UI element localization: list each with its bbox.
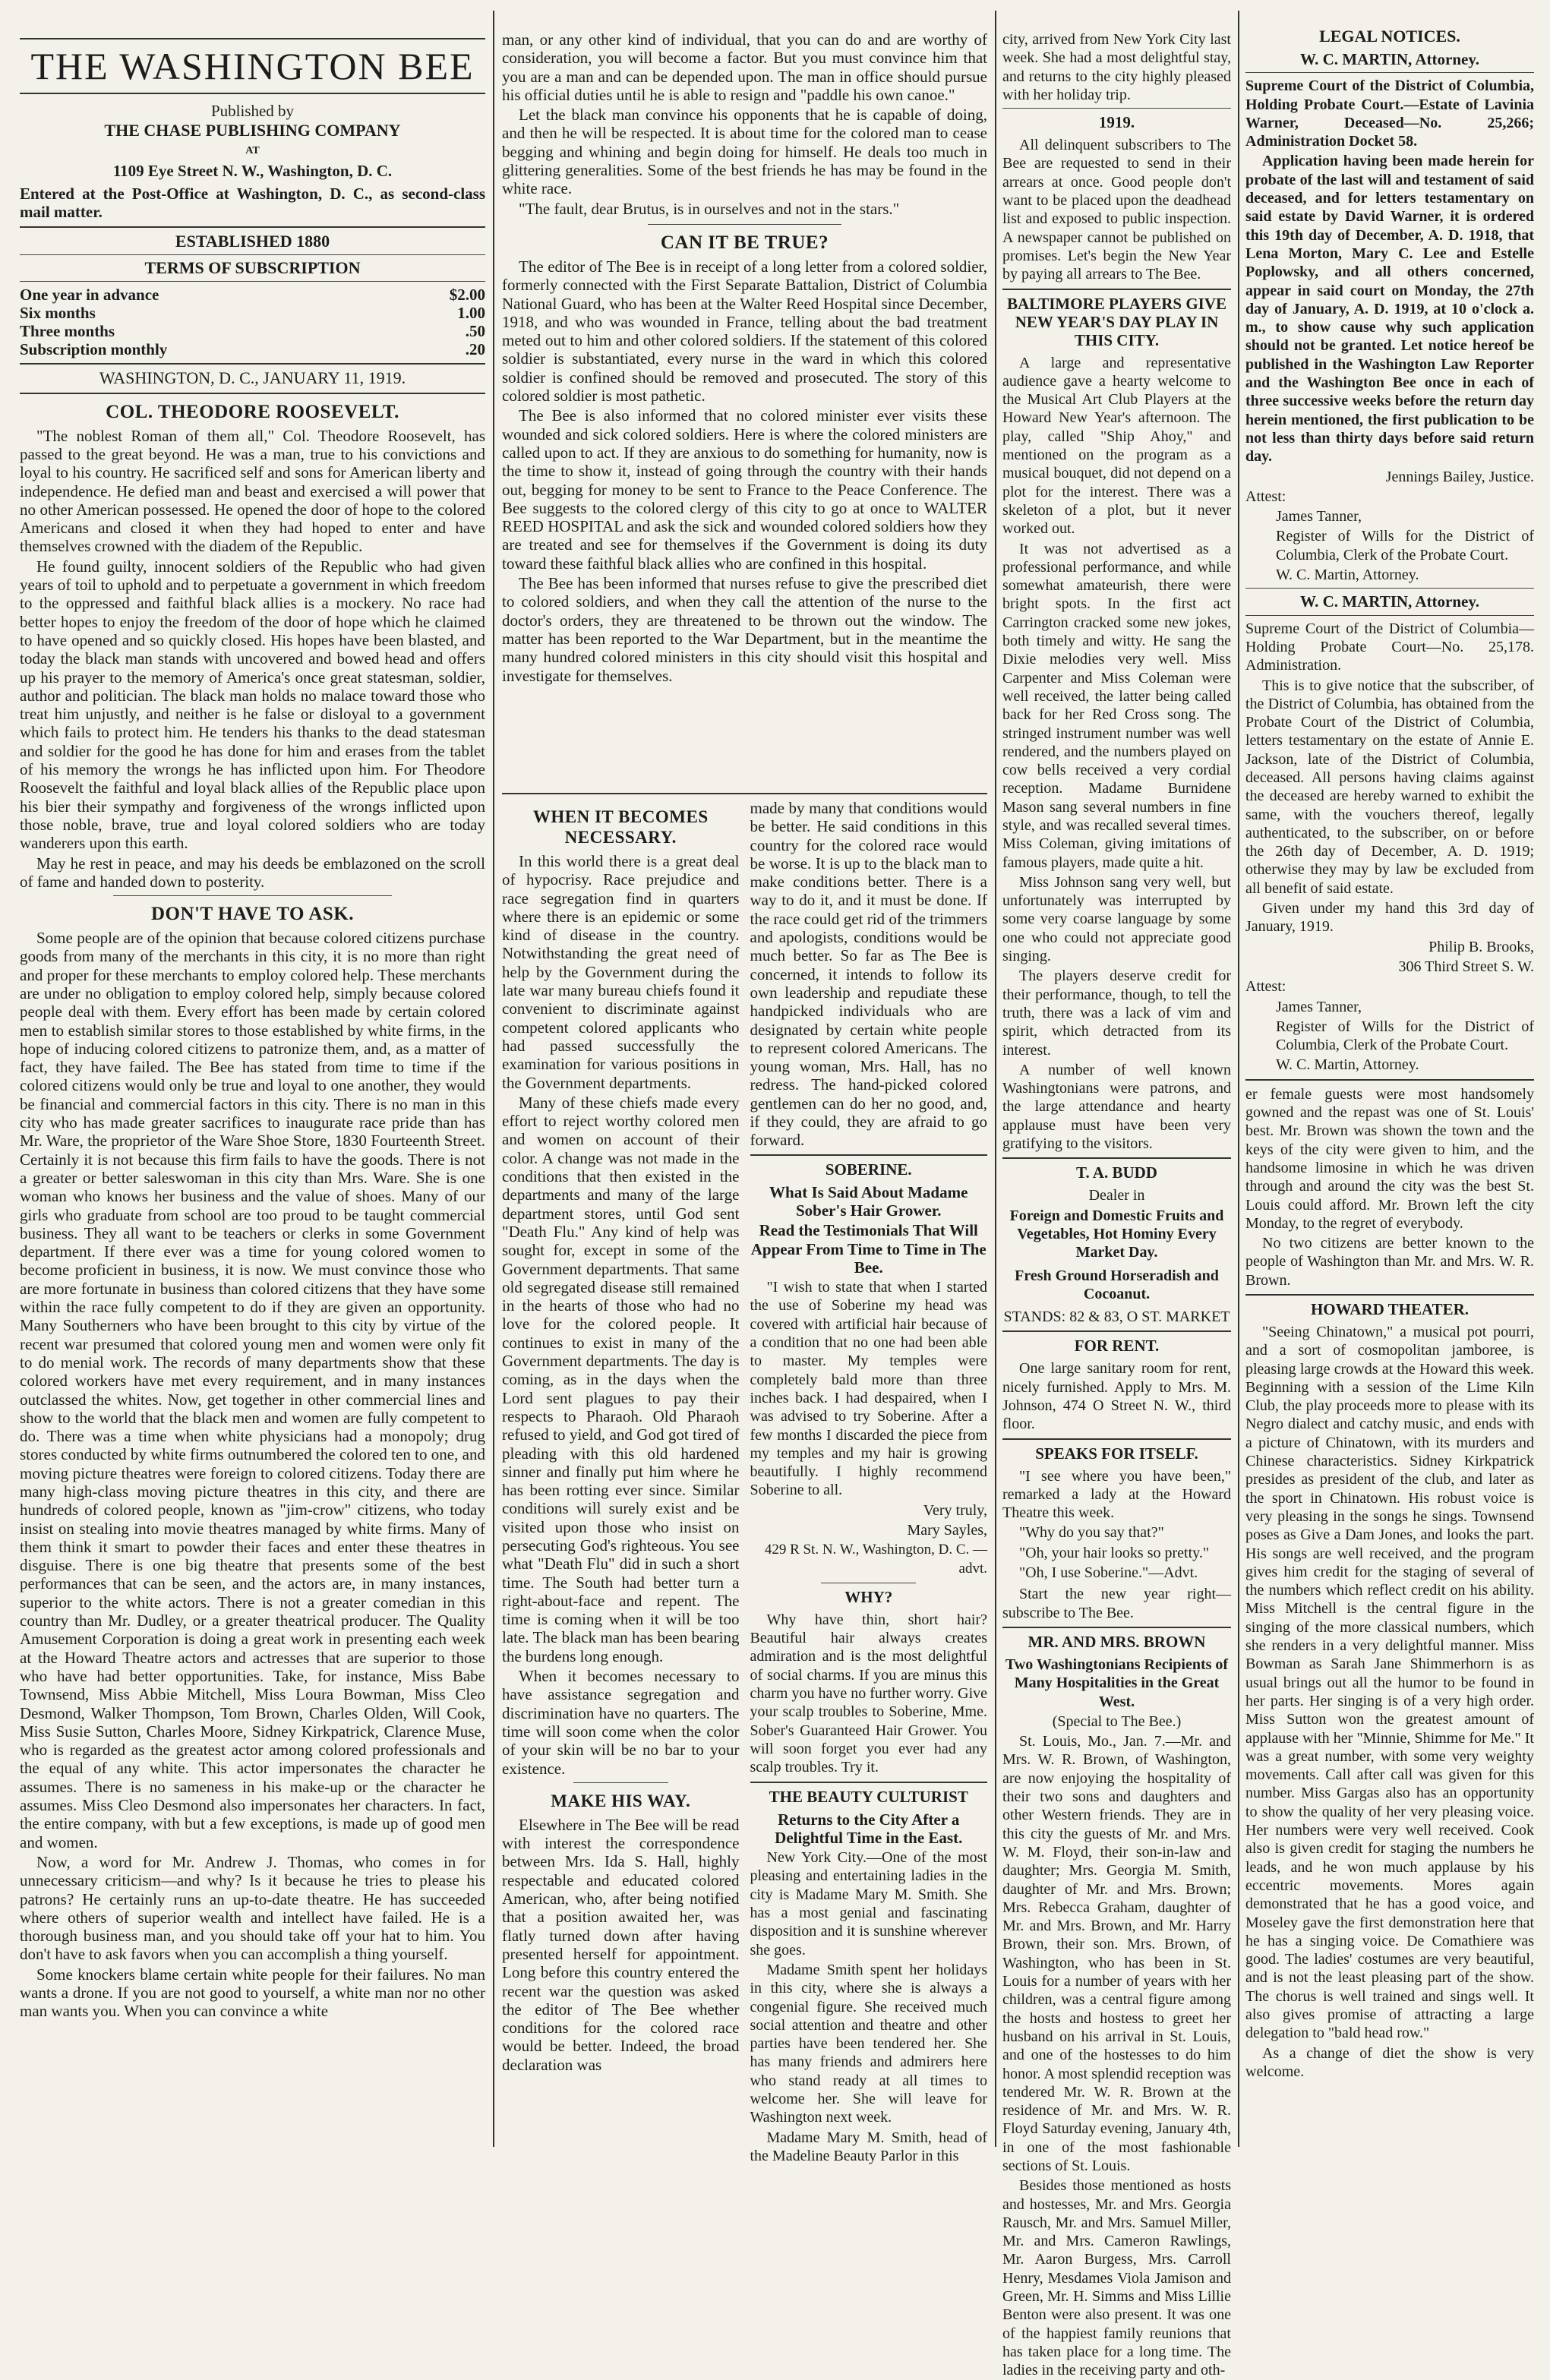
- terms-row: Subscription monthly .20: [20, 340, 485, 359]
- rule: [1245, 1294, 1534, 1296]
- column-1: [20, 0, 485, 2154]
- howard-headline: HOWARD THEATER.: [1310, 1300, 1470, 1318]
- continued-paragraph: man, or any other kind of individual, that you can do and are worthy of consideration, you will become a factor. But you must convince him that you are a man and can be depended upon. The man in office should pursue his official duties until he is able to resign and "paddle his own canoe.": [502, 30, 987, 104]
- beauty-paragraph: Madame Smith spent her holidays in this city, where she is always a congenial figure. She received much social attention and theatre and other parties have been tendered her. She has many friends and admirers here who stand ready at all times to welcome her. She will leave for Washington next week.: [750, 1961, 987, 2126]
- column-rule: [995, 11, 996, 2147]
- dont-ask-paragraph: Now, a word for Mr. Andrew J. Thomas, who comes in for unnecessary criticism—and why? Is it because he tries to please his patrons? He certainly runs an up-to-date theatre. He has succeeded where others of superior wealth and intellect have failed. He is a thorough business man, and you should take off your hat to him. You don't have to ask favors when you can accomplish a thing yourself.: [20, 1852, 485, 1964]
- publisher-at: AT: [245, 144, 260, 156]
- rule: [1002, 1330, 1231, 1332]
- column-rule: [493, 11, 494, 2147]
- can-it-be-true-headline: CAN IT BE TRUE?: [660, 232, 829, 253]
- rule: [1002, 289, 1231, 290]
- continued-paragraph: er female guests were most handsomely gowned and the repast was one of St. Louis' best. Mr. Brown was shown the town and the keys of the city were given to him, and the handsome limosine in which he was driven through and around the city was the best St. Louis could afford. Mr. Brown left the city Monday, to the regret of everybody.: [1245, 1085, 1534, 1232]
- can-it-be-true-paragraph: The Bee is also informed that no colored minister ever visits these wounded and sick colored soldiers. Here is where the colored ministers are called upon to act. If they are anxious to do something for humanity, now is the time to show it, instead of going through the country with their hands out, begging for money to be sent to France to the Peace Conference. The Bee suggests to the colored clergy of this city to go at once to WALTER REED HOSPITAL and ask the sick and wounded colored soldiers how they are treated and see for themselves if the Government is doing its duty toward these faithful black allies who are confined in this hospital.: [502, 406, 987, 573]
- terms-row: One year in advance $2.00: [20, 286, 485, 305]
- make-his-way-headline: MAKE HIS WAY.: [551, 1791, 691, 1810]
- dont-ask-paragraph: Some people are of the opinion that because colored citizens purchase goods from many of the merchants in this city, it is no more than right and proper for these merchants to employ colored help. These merchants are under no obligation to employ colored help, simply because colored people deal with them. Every effort has been made by certain colored men to establish similar stores to those established by white firms, in the hope of inducing colored citizens to patronize them, and, as a matter of fact, they have failed. The Bee has stated from time to time if the colored citizens would only be true and loyal to one another, they would be financial and commercial factors in this city. There is no man in this city who has made greater sacrifices to inaugurate race pride than has Mr. Ware, the proprietor of the Ware Shoe Store, 1830 Fourteenth Street. Certainly it is not because this firm fails to have the goods. There is not a greater or better saleswoman in this city than Mrs. Ware. She is one woman who knows her business and the value of shoes. Many of our girls who graduate from school are too proud to be taught commercial business. They all want to be teachers or clerks in some Government department. If there ever was a time for young colored women to become proficient in business, it is now. We must convince those who are more fortunate in business than colored citizens that they have some within the race fully competent to do if they are given an opportunity. Many Southerners who have been brought to this city by virtue of the recent war presumed that colored young men and women were only fit to do menial work. The records of many departments show that these colored workers have met every requirement, and in many instances outclassed the whites. Now, get together in other commercial lines and show to the world that the black men and women are fully competent to do. There was a time when white physicians had a monopoly; drug stores conducted by white firms outnumbered the colored ten to one, and moving picture theatres were foreign to colored citizens. Today there are many high-class moving picture theatres in this city, and there are hundreds of colored people, known as "jim-crow" citizens, who today insist on stealing into movie theatres managed by white firms. Many of them think it smart to powder their faces and enter these theatres in disguise. There is one big theatre that presents some of the best performances that can be seen, and the actors are, in many instances, superior to the white actors. There is not a greater comedian in this country than Mr. Dudley, or a greater theatrical producer. The Quality Amusement Corporation is doing a great work in presenting each week at the Howard Theatre actors and actresses that are superior to those who have had better opportunities. Take, for instance, Miss Babe Townsend, Miss Abbie Mitchell, Miss Loura Bowman, Miss Cleo Desmond, Walker Thompson, Tom Brown, Charles Olden, Will Cook, Miss Susie Sutton, Charles Moore, Sidney Kirkpatrick, Clarence Muse, who is regarded as the greatest actor among colored professionals and the equal of any white. This actor impersonates the character he assumes. There is no sameness in his make-up or the character he assumes. Miss Cleo Desmond also impersonates her characters. In fact, the entire company, with but a few exceptions, is made up of good men and women.: [20, 929, 485, 1851]
- rule: [20, 226, 485, 228]
- beauty-subtitle: Returns to the City After a Delightful Time in the East.: [775, 1810, 963, 1847]
- speaks-paragraph: "I see where you have been," remarked a lady at the Howard Theatre this week.: [1002, 1467, 1231, 1522]
- legal-headline: LEGAL NOTICES.: [1319, 27, 1460, 46]
- baltimore-headline: BALTIMORE PLAYERS GIVE NEW YEAR'S DAY PLAY IN THIS CITY.: [1006, 294, 1227, 349]
- when-necessary-paragraph: In this world there is a great deal of hypocrisy. Race prejudice and race segregation find in quarters where there is an epidemic or some kind of disease in the country. Notwithstanding the great need of help by the Government during the late war many bureau chiefs found it convenient to discriminate against competent colored applicants who had passed successfully the examination for various positions in the Government departments.: [502, 852, 740, 1092]
- rule: [648, 224, 842, 225]
- legal-register-title: Register of Wills for the District of Columbia, Clerk of the Probate Court.: [1276, 528, 1534, 563]
- rule: [750, 1154, 988, 1156]
- beauty-headline: THE BEAUTY CULTURIST: [769, 1787, 968, 1806]
- rule: [1245, 1079, 1534, 1081]
- continued-paragraph: No two citizens are better known to the people of Washington than Mr. and Mrs. W. R. Brown.: [1245, 1235, 1534, 1289]
- column-2-upper: [502, 30, 987, 790]
- continued-paragraph: Let the black man convince his opponents that he is capable of doing, and then he will be respected. It is about time for the colored man to cease begging and whining and begin doing for himself. He deals too much in glittering generalities. Some of the best friends he has may be found in the white race.: [502, 106, 987, 198]
- for-rent-headline: FOR RENT.: [1074, 1337, 1160, 1356]
- column-2-lower: [502, 793, 987, 2164]
- baltimore-paragraph: The players deserve credit for their performance, though, to tell the truth, there was a lack of vim and spirit, which detracted from its interest.: [1002, 967, 1231, 1059]
- legal-register: James Tanner,: [1276, 998, 1362, 1015]
- beauty-paragraph: Madame Mary M. Smith, head of the Madeline Beauty Parlor in this: [750, 2129, 987, 2164]
- 1919-headline: 1919.: [1098, 113, 1135, 132]
- legal-attorney-signature: W. C. Martin, Attorney.: [1276, 567, 1419, 584]
- legal-address: 306 Third Street S. W.: [1398, 958, 1534, 975]
- browns-paragraph: Besides those mentioned as hosts and hostesses, Mr. and Mrs. Georgia Rausch, Mr. and Mrs. Samuel Miller, Mr. and Mrs. Cameron Rawlings, Mr. Aaron Burgess, Mrs. Carroll Henry, Mesdames Viola Jamison and Green, Mr. H. Simms and Miss Lillie Benton were also present. It was one of the happiest family reunions that has taken place for a long time. The ladies in the receiving party and oth-: [1002, 2177, 1231, 2379]
- publisher-address: 1109 Eye Street N. W., Washington, D. C.: [112, 161, 393, 180]
- budd-name: T. A. BUDD: [1076, 1163, 1157, 1182]
- budd-goods: Foreign and Domestic Fruits and Vegetables, Hot Hominy Every Market Day.: [1009, 1207, 1224, 1261]
- masthead-rule: [20, 93, 485, 94]
- rule: [113, 895, 393, 896]
- dateline: WASHINGTON, D. C., JANUARY 11, 1919.: [99, 368, 406, 388]
- column-rule: [1238, 11, 1239, 2147]
- baltimore-paragraph: It was not advertised as a professional performance, and while somewhat amateurish, there were bright spots. In the first act Carrington cracked some new jokes, both timely and witty. He sang the Dixie melodies very well. Miss Carpenter and Miss Coleman were well received, the latter being called back for her Red Cross song. The stringed instrument number was well rendered, and the numbers played on cow bells received a very cordial reception. Madame Burnidene Mason sang several numbers in fine style, and was recalled several times. Miss Coleman, giving imitations of famous players, made quite a hit.: [1002, 540, 1231, 871]
- speaks-paragraph: "Why do you say that?": [1019, 1524, 1164, 1542]
- roosevelt-headline: COL. THEODORE ROOSEVELT.: [106, 401, 399, 422]
- soberine-subtitle: What Is Said About Madame Sober's Hair Grower.: [769, 1182, 968, 1220]
- budd-stands: STANDS: 82 & 83, O ST. MARKET: [1003, 1308, 1230, 1326]
- browns-subtitle: Two Washingtonians Recipients of Many Hospitalities in the Great West.: [1005, 1656, 1229, 1710]
- terms-row: Six months 1.00: [20, 304, 485, 323]
- masthead-rule: [20, 38, 485, 39]
- dont-ask-headline: DON'T HAVE TO ASK.: [151, 904, 354, 925]
- speaks-headline: SPEAKS FOR ITSELF.: [1035, 1444, 1198, 1463]
- legal-court: Supreme Court of the District of Columbia, Holding Probate Court.—Estate of Lavinia Warner, Deceased—No. 25,266; Administration Docket 58.: [1245, 77, 1534, 150]
- speaks-paragraph: Start the new year right—subscribe to The Bee.: [1002, 1586, 1231, 1621]
- budd-dealer: Dealer in: [1088, 1187, 1145, 1204]
- when-necessary-headline: WHEN IT BECOMES NECESSARY.: [532, 807, 709, 847]
- legal-attorney-signature: W. C. Martin, Attorney.: [1276, 1056, 1419, 1074]
- legal-register-title: Register of Wills for the District of Columbia, Clerk of the Probate Court.: [1276, 1018, 1534, 1054]
- soberine-testimonial: "I wish to state that when I started the use of Soberine my head was covered with artificial hair because of a condition that no one had been able to master. My temples were completely bald more than three inches back. I had despaired, when I was advised to try Soberine. After a few months I discarded the piece from my temples and my hair is growing beautifully. I highly recommend Soberine to all.: [750, 1279, 987, 1499]
- rule: [1002, 1627, 1231, 1628]
- howard-paragraph: "Seeing Chinatown," a musical pot pourri, and a sort of cosmopolitan jamboree, is pleasing large crowds at the Howard this week. Beginning with a session of the Lime Kiln Club, the play proceeds more to please with its Negro dialect and catchy music, and ends with a picture of Chinatown, with its murders and Chinese characteristics. Sidney Kirkpatrick presides as president of the club, and later as the sport in Chinatown. His robust voice is very pleasing in the songs he sings. Townsend poses as Give a Dam Jones, and looks the part. His songs are well received, and the program gives him credit for the staging of several of the numbers which reflect credit on his ability. Miss Mitchell is the central figure in the singing of the more classical numbers, which she renders in a very delightful manner. Miss Bowman as Sarah Jane Shimmerhorn is as usual brings out all the humor to be found in her parts. Her singing is of a very high order. Miss Sutton won the greatest amount of applause with her "Minnie, Shimme for Me." It was a great number, with some very weighty movements. Call after call was given for this number. Miss Gargas also has an opportunity to show the quality of her very pleasing voice. Her numbers were very well received. Cook also is given credit for staging the numbers he leads, and he won much applause by his eccentric movements. Mores again demonstrated that he has a good voice, and Moseley gave the first demonstration here that he has a singing voice. De Comathiere was good. The ladies' costumes are very beautiful, and is not the least pleasing part of the show. The chorus is well trained and sings well. It also gives promise of attracting a large delegation to "bald head row.": [1245, 1324, 1534, 2042]
- quote: "The fault, dear Brutus, is in ourselves and not in the stars.": [519, 199, 900, 218]
- published-by: Published by: [210, 102, 295, 120]
- rule: [1002, 1157, 1231, 1159]
- baltimore-paragraph: A large and representative audience gave a hearty welcome to the Musical Art Club Players at the Howard New Year's afternoon. The play, called "Ship Ahoy," and mentioned on the program as a musical bouquet, did not depend on a plot for the interest. There was a skeleton of a plot, but it never worked out.: [1002, 354, 1231, 538]
- soberine-address: 429 R St. N. W., Washington, D. C. —advt.: [764, 1542, 987, 1577]
- legal-register: James Tanner,: [1276, 508, 1362, 526]
- baltimore-paragraph: A number of well known Washingtonians were patrons, and the large attendance and hearty applause must have been very gratifying to the visitors.: [1002, 1061, 1231, 1153]
- rule: [20, 254, 485, 255]
- rule: [20, 393, 485, 394]
- subcolumn-right: [750, 799, 988, 2167]
- 1919-paragraph: All delinquent subscribers to The Bee are requested to send in their arrears at once. Good people don't want to be placed upon the deadhead list and exposed to public inspection. A newspaper cannot be published on promises. Let's begin the New Year by paying all arrears to The Bee.: [1002, 137, 1231, 283]
- soberine-name: Mary Sayles,: [907, 1521, 987, 1539]
- legal-attorney: W. C. MARTIN, Attorney.: [1300, 592, 1479, 611]
- legal-body: This is to give notice that the subscriber, of the District of Columbia, has obtained from the Probate Court of the District of Columbia, letters testamentary on the estate of Annie E. Jackson, late of the District of Columbia, deceased. All persons having claims against the deceased are hereby warned to exhibit the same, with the vouchers thereof, legally authenticated, to the subscriber, on or before the 26th day of December, A. D. 1919; otherwise they may by law be excluded from all benefit of said estate.: [1245, 677, 1534, 897]
- when-necessary-paragraph: Many of these chiefs made every effort to reject worthy colored men and women on account of their color. A change was not made in the conditions that then existed in the departments and many of the large department stores, until God sent "Death Flu." Any kind of help was sought for, except in some of the Government departments. That same old segregated disease still remained in the hearts of those who had no love for the colored people. It continues to exist in many of the Government departments. The day is coming, as in the days when the Lord sent plagues to pay their respects to Pharaoh. Old Pharaoh refused to yield, and God got tired of pleading with this old hardened sinner and finally put him where he has been rotting ever since. Similar conditions will surely exist and be visited upon those who insist on persecuting God's righteous. You see what "Death Flu" did in such a short time. The South had better turn a right-about-face and repent. The time is coming when it will be too late. The black man has been bearing the burdens long enough.: [502, 1093, 740, 1665]
- post-office-entry: Entered at the Post-Office at Washington, D. C., as second-class mail matter.: [20, 185, 485, 222]
- why-headline: WHY?: [844, 1587, 893, 1606]
- terms-table: [20, 286, 485, 358]
- can-it-be-true-paragraph: The Bee has been informed that nurses refuse to give the prescribed diet to colored soldiers, and when they call the attention of the nurse to the doctor's orders, they are threatened to be thrown out the window. The matter has been reported to the War Department, but in the meantime the many hundred colored ministers in this city should visit this hospital and investigate for themselves.: [502, 574, 987, 685]
- legal-court: Supreme Court of the District of Columbia—Holding Probate Court—No. 25,178. Administration.: [1245, 620, 1534, 674]
- roosevelt-paragraph: May he rest in peace, and may his deeds be emblazoned on the scroll of fame and handed down to posterity.: [20, 854, 485, 891]
- roosevelt-paragraph: "The noblest Roman of them all," Col. Theodore Roosevelt, has passed to the great beyond. He was a man, true to his convictions and loyal to his country. He sacrificed self and sons for American liberty and independence. He defied man and beast and exercised a will power that no other American possessed. He opened the door of hope to the colored Americans and closed it when they had hoped to enter and have themselves crowned with the diadem of the Republic.: [20, 426, 485, 556]
- browns-special: (Special to The Bee.): [1052, 1712, 1182, 1730]
- legal-attorney: W. C. MARTIN, Attorney.: [1300, 50, 1479, 68]
- soberine-closing: Very truly,: [923, 1501, 987, 1519]
- rule: [1245, 72, 1534, 73]
- roosevelt-paragraph: He found guilty, innocent soldiers of the Republic who had given years of toil to uphold and to perpetuate a government in which freedom to the oppressed and faithful black allies is a mockery. No race had better hopes to enjoy the freedom of the door of hope which he claimed to have opened and so quickly closed. His hopes have been blasted, and today the black man stands with uncovered and bowed head and offers up his prayer to the memory of America's once great statesman, soldier, author and politician. The black man holds no malace toward those who treat him unjustly, and neither is he false or disloyal to a government which fails to protect him. He tenders his thanks to the dead statesman and soldier for the good he has done for him and erases from the tablet of his memory the wrongs he has inflicted upon him. For Theodore Roosevelt the faithful and loyal black allies of the Republic place upon his bier their sympathy and forgiveness of the wrongs inflicted upon those noble, brave, true and loyal colored soldiers who are today wanderers upon this earth.: [20, 557, 485, 853]
- legal-attest: Attest:: [1245, 488, 1286, 505]
- subcolumn-left: [502, 799, 740, 2167]
- howard-paragraph: As a change of diet the show is very welcome.: [1245, 2044, 1534, 2080]
- column-4: [1002, 0, 1231, 2379]
- soberine-subtitle: Read the Testimonials That Will Appear From Time to Time in The Bee.: [750, 1221, 987, 1277]
- baltimore-paragraph: Miss Johnson sang very well, but unfortunately was interrupted by some very coarse language by some one who could not appreciate good singing.: [1002, 873, 1231, 965]
- legal-signature: Philip B. Brooks,: [1428, 938, 1534, 955]
- budd-fresh: Fresh Ground Horseradish and Cocoanut.: [1015, 1267, 1219, 1302]
- legal-body: Application having been made herein for probate of the last will and testament of said deceased, and for letters testamentary on said estate by David Warner, it is ordered this 19th day of December, A. D. 1918, that Lena Morton, Mary C. Lee and Estelle Poplowsky, and all others concerned, appear in said court on Monday, the 27th day of January, A. D. 1919, at 10 o'clock a. m., to show cause why such application should not be granted. Let notice hereof be published in the Washington Law Reporter and the Washington Bee once in each of three successive weeks before the return day herein mentioned, the first publication to be not less than thirty days before said return day.: [1245, 153, 1534, 466]
- speaks-paragraph: "Oh, your hair looks so pretty.": [1019, 1544, 1209, 1561]
- terms-row: Three months .50: [20, 322, 485, 341]
- terms-title: TERMS OF SUBSCRIPTION: [144, 258, 361, 278]
- browns-headline: MR. AND MRS. BROWN: [1028, 1632, 1206, 1651]
- rule: [20, 363, 485, 365]
- rule: [1245, 615, 1534, 616]
- subcolumns: [502, 799, 987, 2167]
- column-5: [1245, 0, 1534, 2154]
- why-paragraph: Why have thin, short hair? Beautiful hair always creates admiration and is the most delightful of social charms. If you are minus this charm you have no further worry. Give your scalp troubles to Soberine, Mme. Sober's Guaranteed Hair Grower. You will soon forget you ever had any scalp troubles. Try it.: [750, 1611, 987, 1776]
- soberine-headline: SOBERINE.: [825, 1160, 912, 1179]
- legal-attest: Attest:: [1245, 978, 1286, 996]
- rule: [750, 1782, 988, 1783]
- continued-paragraph: city, arrived from New York City last week. She had a most delightful stay, and returns to the city highly pleased with her holiday trip.: [1002, 31, 1231, 103]
- make-his-way-paragraph: Elsewhere in The Bee will be read with interest the correspondence between Mrs. Ida S. Hall, highly respectable and educated colored American, who, after being notified that a position awaited her, was flatly turned down after having presented herself for appointment. Long before this country entered the recent war the question was asked the editor of The Bee whether conditions for the colored race would be better. Indeed, the broad declaration was: [502, 1815, 740, 2074]
- browns-paragraph: St. Louis, Mo., Jan. 7.—Mr. and Mrs. W. R. Brown, of Washington, are now enjoying the hospitality of their two sons and daughters and other Western friends. They are in this city the guests of Mr. and Mrs. W. M. Floyd, their son-in-law and daughter; Mrs. Georgia M. Smith, daughter of Mr. and Mrs. Brown; Mrs. Rebecca Graham, daughter of Mr. and Mrs. Brown, and Mr. Harry Brown, their son. Mrs. Brown, of Washington, who has been in St. Louis for a number of years with her children, was a central figure among the hosts and hostess to greet her husband on his arrival in St. Louis, and one of the hostesses to do him honor. A most splendid reception was tendered Mr. W. R. Brown at the residence of Mr. and Mrs. W. R. Floyd Saturday evening, January 4th, in one of the most fashionable sections of St. Louis.: [1002, 1733, 1231, 2174]
- beauty-paragraph: New York City.—One of the most pleasing and entertaining ladies in the city is Madame Mary M. Smith. She has a most genial and fascinating disposition and it is sunshine wherever she goes.: [750, 1849, 987, 1959]
- rule: [573, 1782, 668, 1783]
- can-it-be-true-paragraph: The editor of The Bee is in receipt of a long letter from a colored soldier, formerly connected with the First Separate Battalion, District of Columbia National Guard, who has been at the Walter Reed Hospital since December, 1918, and who was wounded in France, telling about the bad treatment meted out to him and other colored soldiers. If the statement of this colored soldier is substantiated, every nurse in the ward in which this colored soldier is confined should be removed and prosecuted. The story of this colored soldier is most pathetic.: [502, 257, 987, 406]
- when-necessary-paragraph: When it becomes necessary to have assistance segregation and discrimination have no quarters. The time will soon come when the color of your skin will be no bar to your existence.: [502, 1667, 740, 1778]
- legal-judge: Jennings Bailey, Justice.: [1385, 468, 1534, 485]
- rule: [20, 281, 485, 282]
- masthead-title: THE WASHINGTON BEE: [30, 45, 475, 87]
- legal-given: Given under my hand this 3rd day of January, 1919.: [1245, 900, 1534, 936]
- dont-ask-paragraph: Some knockers blame certain white people for their failures. No man wants a drone. If you are not good to yourself, a white man nor no other man wants you. When you can convince a white: [20, 1965, 485, 2021]
- for-rent-paragraph: One large sanitary room for rent, nicely furnished. Apply to Mrs. M. Johnson, 474 O Street N. W., third floor.: [1002, 1360, 1231, 1433]
- rule: [1002, 108, 1231, 109]
- rule: [1002, 1438, 1231, 1440]
- established: ESTABLISHED 1880: [175, 231, 330, 251]
- continued-paragraph: made by many that conditions would be better. He said conditions in this country for the colored race would be worse. It is up to the black man to make conditions better. There is a way to do it, and it must be done. If the race could get rid of the trimmers and apologists, conditions would be much better. So far as The Bee is concerned, it intends to follow its own leadership and repudiate these handpicked individuals who are designated by certain white people to represent colored Americans. The young woman, Mrs. Hall, has no redress. The hand-picked colored gentlemen can do her no good, and, if they could, they are afraid to go forward.: [750, 799, 987, 1150]
- speaks-paragraph: "Oh, I use Soberine."—Advt.: [1019, 1564, 1198, 1582]
- publisher-name: THE CHASE PUBLISHING COMPANY: [104, 121, 401, 140]
- rule: [1245, 588, 1534, 589]
